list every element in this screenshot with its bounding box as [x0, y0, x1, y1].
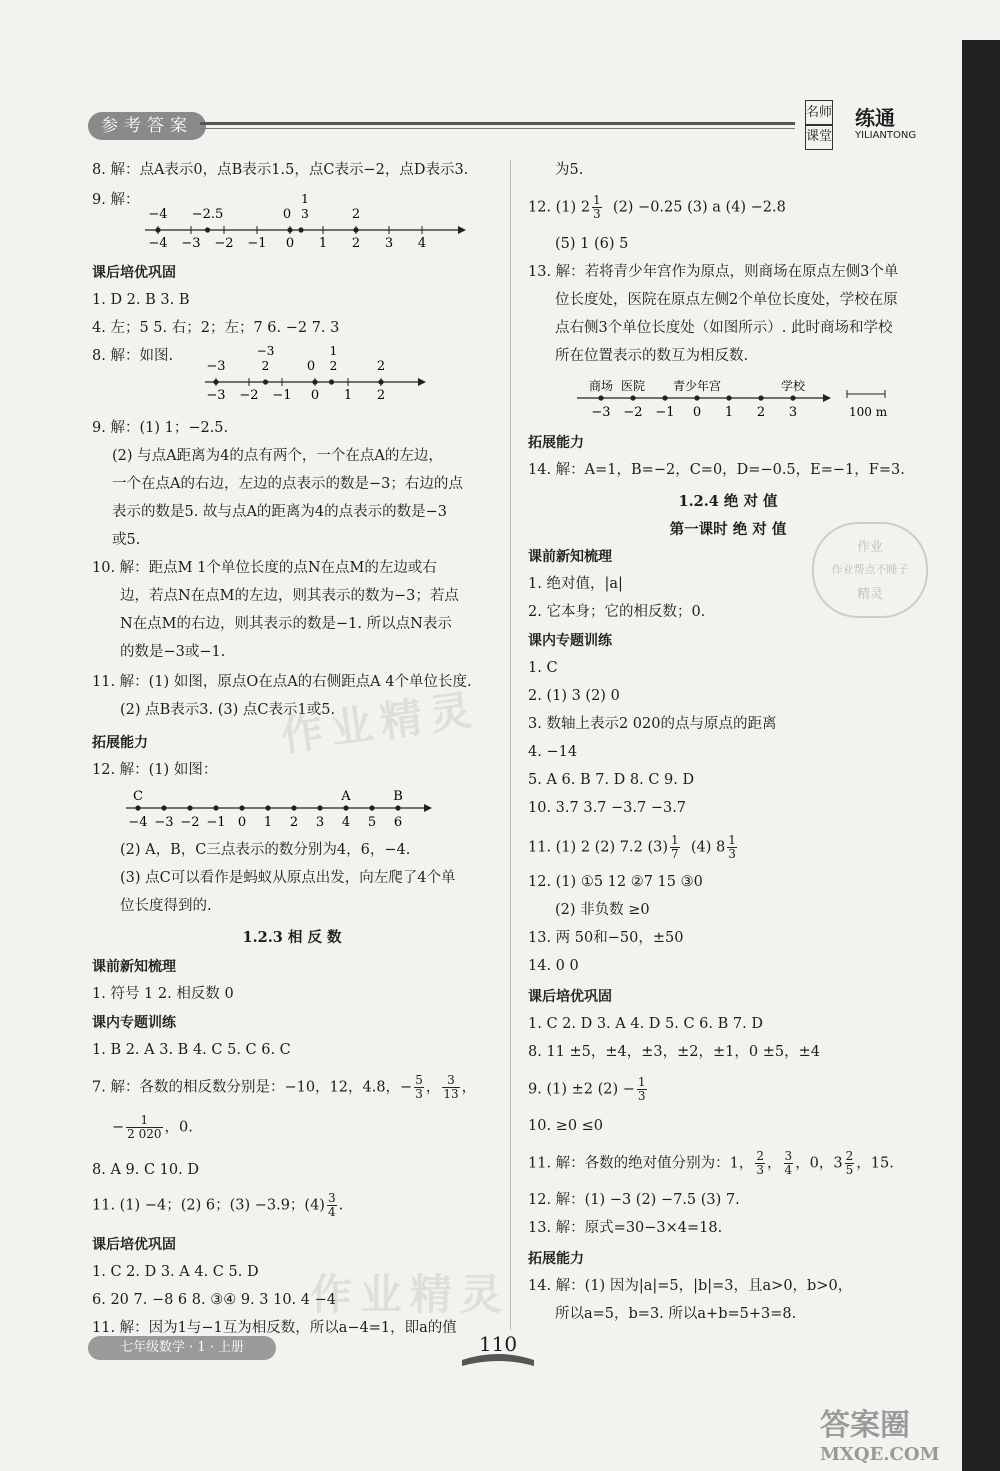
section-title-123: 1.2.3 相 反 数 [242, 929, 342, 946]
answer-d1: 1. 绝对值，|a| [528, 576, 623, 592]
answer-f12: 12. 解：(1) −3 (2) −7.5 (3) 7. [528, 1192, 740, 1208]
point-marker [263, 379, 268, 384]
logo-box-1: 名师 [805, 100, 833, 126]
tick-label: −1 [655, 405, 675, 420]
tick-label: −2 [214, 236, 234, 251]
answer-f9: 9. (1) ±2 (2) − $\frac{1}{3}$ [528, 1075, 646, 1103]
answer-12: 12. 解：(1) 如图： [92, 762, 218, 778]
tick-label: 1 [343, 388, 353, 403]
fraction: $\frac{1}{3}$ [728, 833, 736, 861]
answer-9: 9. 解： [92, 192, 140, 208]
point-marker [213, 805, 218, 810]
point-label: −3 [206, 359, 226, 374]
answer-r12: 12. (1) 2 $\frac{1}{3}$ (2) −0.25 (3) a (4) −2.8 [528, 193, 786, 221]
point-label: 1 [301, 192, 309, 206]
section-kh-r: 课后培优巩固 [528, 989, 612, 1005]
section-tuozhan: 拓展能力 [92, 735, 148, 751]
place-label: 医院 [620, 379, 646, 393]
tick-label: 1 [263, 815, 273, 830]
tick-label: −3 [206, 388, 226, 403]
point-marker [726, 395, 731, 400]
answer-e5: 5. A 6. B 7. D 8. C 9. D [528, 772, 695, 788]
answer-b7-line2: − $\frac{1}{2 020}$ ，0. [112, 1113, 193, 1141]
tick-label: 1 [318, 236, 328, 251]
tick-label: −2 [623, 405, 643, 420]
fraction: $\frac{3}{13}$ [443, 1073, 459, 1101]
tick-label: −2 [180, 815, 200, 830]
scale-label: 100 m [849, 405, 888, 419]
point-label: 0 [282, 207, 292, 222]
section-kn: 课内专题训练 [92, 1015, 176, 1031]
answer-e1: 1. C [528, 660, 558, 676]
point-label: −4 [148, 207, 168, 222]
point-marker [395, 805, 400, 810]
logo-box-2: 课堂 [805, 124, 833, 150]
answer-e2: 2. (1) 3 (2) 0 [528, 688, 620, 704]
answer-r13-line2: 位长度处，医院在原点左侧2个单位长度处，学校在原 [555, 292, 898, 308]
logo-subtext: YILIANTONG [855, 130, 917, 141]
answer-b11: 11. (1) −4；(2) 6；(3) −3.9；(4) $\frac{3}{4}$ . [92, 1191, 344, 1219]
answer-10-line2: 边，若点N在点M的左边，则其表示的数为−3；若点 [120, 588, 459, 604]
answer-r14: 14. 解：A=1，B=−2，C=0，D=−0.5，E=−1，F=3. [528, 462, 905, 478]
tick-label: −4 [148, 236, 168, 251]
point-label: 1 [329, 344, 338, 358]
fraction: $\frac{1}{3}$ [593, 193, 601, 221]
point-marker [213, 379, 218, 384]
place-label: 商场 [588, 379, 614, 393]
tick-label: 3 [384, 236, 394, 251]
answer-f14: 14. 解：(1) 因为|a|=5，|b|=3，且a>0，b>0， [528, 1278, 853, 1294]
point-marker [312, 379, 317, 384]
answer-e4: 4. −14 [528, 744, 578, 760]
tick-label: 4 [341, 815, 351, 830]
point-marker [265, 805, 270, 810]
section-tz2: 拓展能力 [528, 1251, 584, 1267]
point-marker [378, 379, 383, 384]
fraction: $\frac{5}{3}$ [415, 1073, 423, 1101]
point-marker [135, 805, 140, 810]
tick-label: −3 [591, 405, 611, 420]
answer-b8: 8. A 9. C 10. D [92, 1162, 199, 1178]
answer-r13: 13. 解：若将青少年宫作为原点，则商场在原点左侧3个单 [528, 264, 899, 280]
header-rule-thin [200, 128, 795, 129]
point-marker [694, 395, 699, 400]
section-kn-r: 课内专题训练 [528, 633, 612, 649]
answer-e12b: (2) 非负数 ≥0 [555, 902, 650, 918]
answer-r13-line4: 所在位置表示的数互为相反数. [555, 348, 749, 364]
answer-8: 8. 解：点A表示0，点B表示1.5，点C表示−2，点D表示3. [92, 162, 469, 178]
answer-f13: 13. 解：原式=30−3×4=18. [528, 1220, 723, 1236]
answer-e14: 14. 0 0 [528, 958, 579, 974]
tick-label: 5 [367, 815, 377, 830]
tick-label: 0 [692, 405, 702, 420]
answer-c11: 11. 解：因为1与−1互为相反数，所以a−4=1，即a的值 [92, 1320, 457, 1336]
point-marker [317, 805, 322, 810]
tick-label: 2 [376, 388, 386, 403]
point-label: −2.5 [191, 207, 224, 222]
point-marker [161, 805, 166, 810]
tick-label: −1 [272, 388, 292, 403]
point-label: 2 [351, 207, 361, 222]
answer-10-line3: N在点M的右边，则其表示的数是−1. 所以点N表示 [120, 616, 452, 632]
answer-e10: 10. 3.7 3.7 −3.7 −3.7 [528, 800, 687, 816]
fraction: $\frac{1}{2 020}$ [127, 1113, 162, 1141]
fraction: $\frac{2}{5}$ [845, 1149, 854, 1177]
answer-9b-line5: 或5. [112, 532, 141, 548]
tick-label: 2 [756, 405, 766, 420]
watermark: 作业精灵 [277, 684, 483, 761]
tick-label: 6 [393, 815, 403, 830]
section-kehou: 课后培优巩固 [92, 265, 176, 281]
tick-label: −3 [181, 236, 201, 251]
point-marker [239, 805, 244, 810]
tick-label: 0 [310, 388, 320, 403]
tick-label: 4 [417, 236, 427, 251]
place-label: 学校 [780, 379, 806, 393]
answer-r13-line3: 点右侧3个单位长度处（如图所示）. 此时商场和学校 [555, 320, 893, 336]
lesson-title: 第一课时 绝 对 值 [669, 521, 787, 538]
answer-r0: 为5. [555, 162, 584, 178]
answer-f10: 10. ≥0 ≤0 [528, 1118, 604, 1134]
answer-9b: 9. 解：(1) 1；−2.5. [92, 420, 229, 436]
point-marker [790, 395, 795, 400]
answer-b2: 1. B 2. A 3. B 4. C 5. C 6. C [92, 1042, 291, 1058]
point-marker [758, 395, 763, 400]
answer-c6: 6. 20 7. −8 6 8. ③④ 9. 3 10. 4 −4 [92, 1292, 336, 1308]
answer-12-3b: 位长度得到的. [120, 898, 212, 914]
page-edge-shadow [962, 40, 1000, 1471]
point-marker [630, 395, 635, 400]
answer-9b-line4: 表示的数是5. 故与点A的距离为4的点表示的数是−3 [112, 504, 448, 520]
point-marker [343, 805, 348, 810]
point-label: 2 [261, 359, 270, 373]
fraction: $\frac{1}{7}$ [671, 833, 679, 861]
answer-8b: 8. 解：如图. [92, 348, 174, 364]
answer-12-2: (2) A，B，C三点表示的数分别为4，6，−4. [120, 842, 411, 858]
answer-f8: 8. 11 ±5，±4，±3，±2，±1，0 ±5，±4 [528, 1044, 820, 1060]
answer-b7-text: 7. 解：各数的相反数分别是：−10，12，4.8，− [92, 1079, 413, 1096]
tick-label: −1 [206, 815, 226, 830]
footer-badge: 七年级数学 · 1 · 上册 [88, 1336, 276, 1360]
point-marker [369, 805, 374, 810]
answer-e3: 3. 数轴上表示2 020的点与原点的距离 [528, 716, 777, 732]
logo-text: 练通 [855, 106, 895, 130]
tick-label: −4 [128, 815, 148, 830]
answer-10: 10. 解：距点M 1个单位长度的点N在点M的左边或右 [92, 560, 437, 576]
point-label: C [133, 789, 143, 804]
number-line-3 [120, 782, 440, 834]
number-line-2 [180, 340, 430, 408]
tick-label: 3 [788, 405, 798, 420]
tick-label: 0 [285, 236, 295, 251]
answer-12-3: (3) 点C可以看作是蚂蚁从原点出发，向左爬了4个单 [120, 870, 456, 886]
answer-9b-line3: 一个在点A的右边，左边的点表示的数是−3；右边的点 [112, 476, 463, 492]
fraction: $\frac{3}{4}$ [327, 1191, 336, 1219]
tick-label: 0 [237, 815, 247, 830]
section-kq: 课前新知梳理 [92, 959, 176, 975]
point-marker [205, 227, 210, 232]
answer-b1: 1. 符号 1 2. 相反数 0 [92, 986, 234, 1002]
fraction: $\frac{3}{4}$ [784, 1149, 793, 1177]
answer-f1: 1. C 2. D 3. A 4. D 5. C 6. B 7. D [528, 1016, 763, 1032]
answer-11: 11. 解：(1) 如图，原点O在点A的右侧距点A 4个单位长度. [92, 674, 472, 690]
site-logo: 答案圈 MXQE.COM [820, 1408, 940, 1465]
answer-9b-line2: (2) 与点A距离为4的点有两个，一个在点A的左边， [112, 448, 443, 464]
point-marker [353, 227, 358, 232]
answer-e13: 13. 两 50和−50，±50 [528, 930, 684, 946]
point-label: B [393, 789, 403, 804]
watermark: 作业精灵 [310, 1270, 511, 1319]
homework-stamp: 作业 作业帮点不睡子 精灵 [812, 522, 928, 618]
point-marker [291, 805, 296, 810]
answer-11-line2: (2) 点B表示3. (3) 点C表示1或5. [120, 702, 336, 718]
answer-d2: 2. 它本身；它的相反数；0. [528, 604, 706, 620]
point-label: 2 [329, 359, 338, 373]
answer-e11: 11. (1) 2 (2) 7.2 (3) $\frac{1}{7}$ (4) 8 $\frac{1}{3}$ [528, 833, 736, 861]
point-marker [329, 379, 334, 384]
tick-label: −1 [247, 236, 267, 251]
answer-f14b: 所以a=5，b=3. 所以a+b=5+3=8. [555, 1306, 797, 1322]
point-label: A [341, 789, 351, 804]
section-kh2: 课后培优巩固 [92, 1237, 176, 1253]
number-line-4 [575, 372, 905, 424]
column-divider [510, 160, 511, 1330]
point-label: −3 [256, 344, 275, 358]
point-label: 0 [306, 359, 316, 374]
tick-label: 2 [289, 815, 299, 830]
answer-c1: 1. C 2. D 3. A 4. C 5. D [92, 1264, 259, 1280]
answer-section-badge: 参考答案 [88, 112, 206, 140]
answer-1-3: 1. D 2. B 3. B [92, 292, 190, 308]
tick-label: 3 [315, 815, 325, 830]
answer-f11: 11. 解：各数的绝对值分别为：1， $\frac{2}{3}$ ， $\frac{3}{4}$ ，0，3 $\frac{2}{5}$ ，15. [528, 1149, 894, 1177]
point-marker [287, 227, 292, 232]
answer-4-7: 4. 左；5 5. 右；2；左；7 6. −2 7. 3 [92, 320, 340, 336]
point-marker [155, 227, 160, 232]
header-rule [200, 122, 795, 125]
point-label: 2 [376, 359, 386, 374]
tick-label: 1 [724, 405, 734, 420]
section-tz: 拓展能力 [528, 435, 584, 451]
answer-10-line4: 的数是−3或−1. [120, 644, 226, 660]
point-marker [298, 227, 303, 232]
point-label: 3 [301, 207, 309, 221]
section-kq-r: 课前新知梳理 [528, 549, 612, 565]
answer-r12c: (5) 1 (6) 5 [555, 236, 629, 252]
tick-label: −2 [239, 388, 259, 403]
tick-label: −3 [154, 815, 174, 830]
fraction: $\frac{1}{3}$ [637, 1075, 646, 1103]
page-number: 110 [458, 1330, 538, 1368]
point-marker [662, 395, 667, 400]
number-line-1 [140, 188, 470, 258]
fraction: $\frac{2}{3}$ [756, 1149, 765, 1177]
brand-logo [805, 100, 935, 150]
point-marker [598, 395, 603, 400]
section-title-124: 1.2.4 绝 对 值 [678, 493, 778, 510]
answer-e12: 12. (1) ①5 12 ②7 15 ③0 [528, 874, 703, 890]
place-label: 青少年宫 [672, 379, 722, 393]
answer-b7: 7. 解：各数的相反数分别是：−10，12，4.8，− $\frac{5}{3}$ ， $\frac{3}{13}$ ， [92, 1073, 477, 1101]
point-marker [187, 805, 192, 810]
tick-label: 2 [351, 236, 361, 251]
